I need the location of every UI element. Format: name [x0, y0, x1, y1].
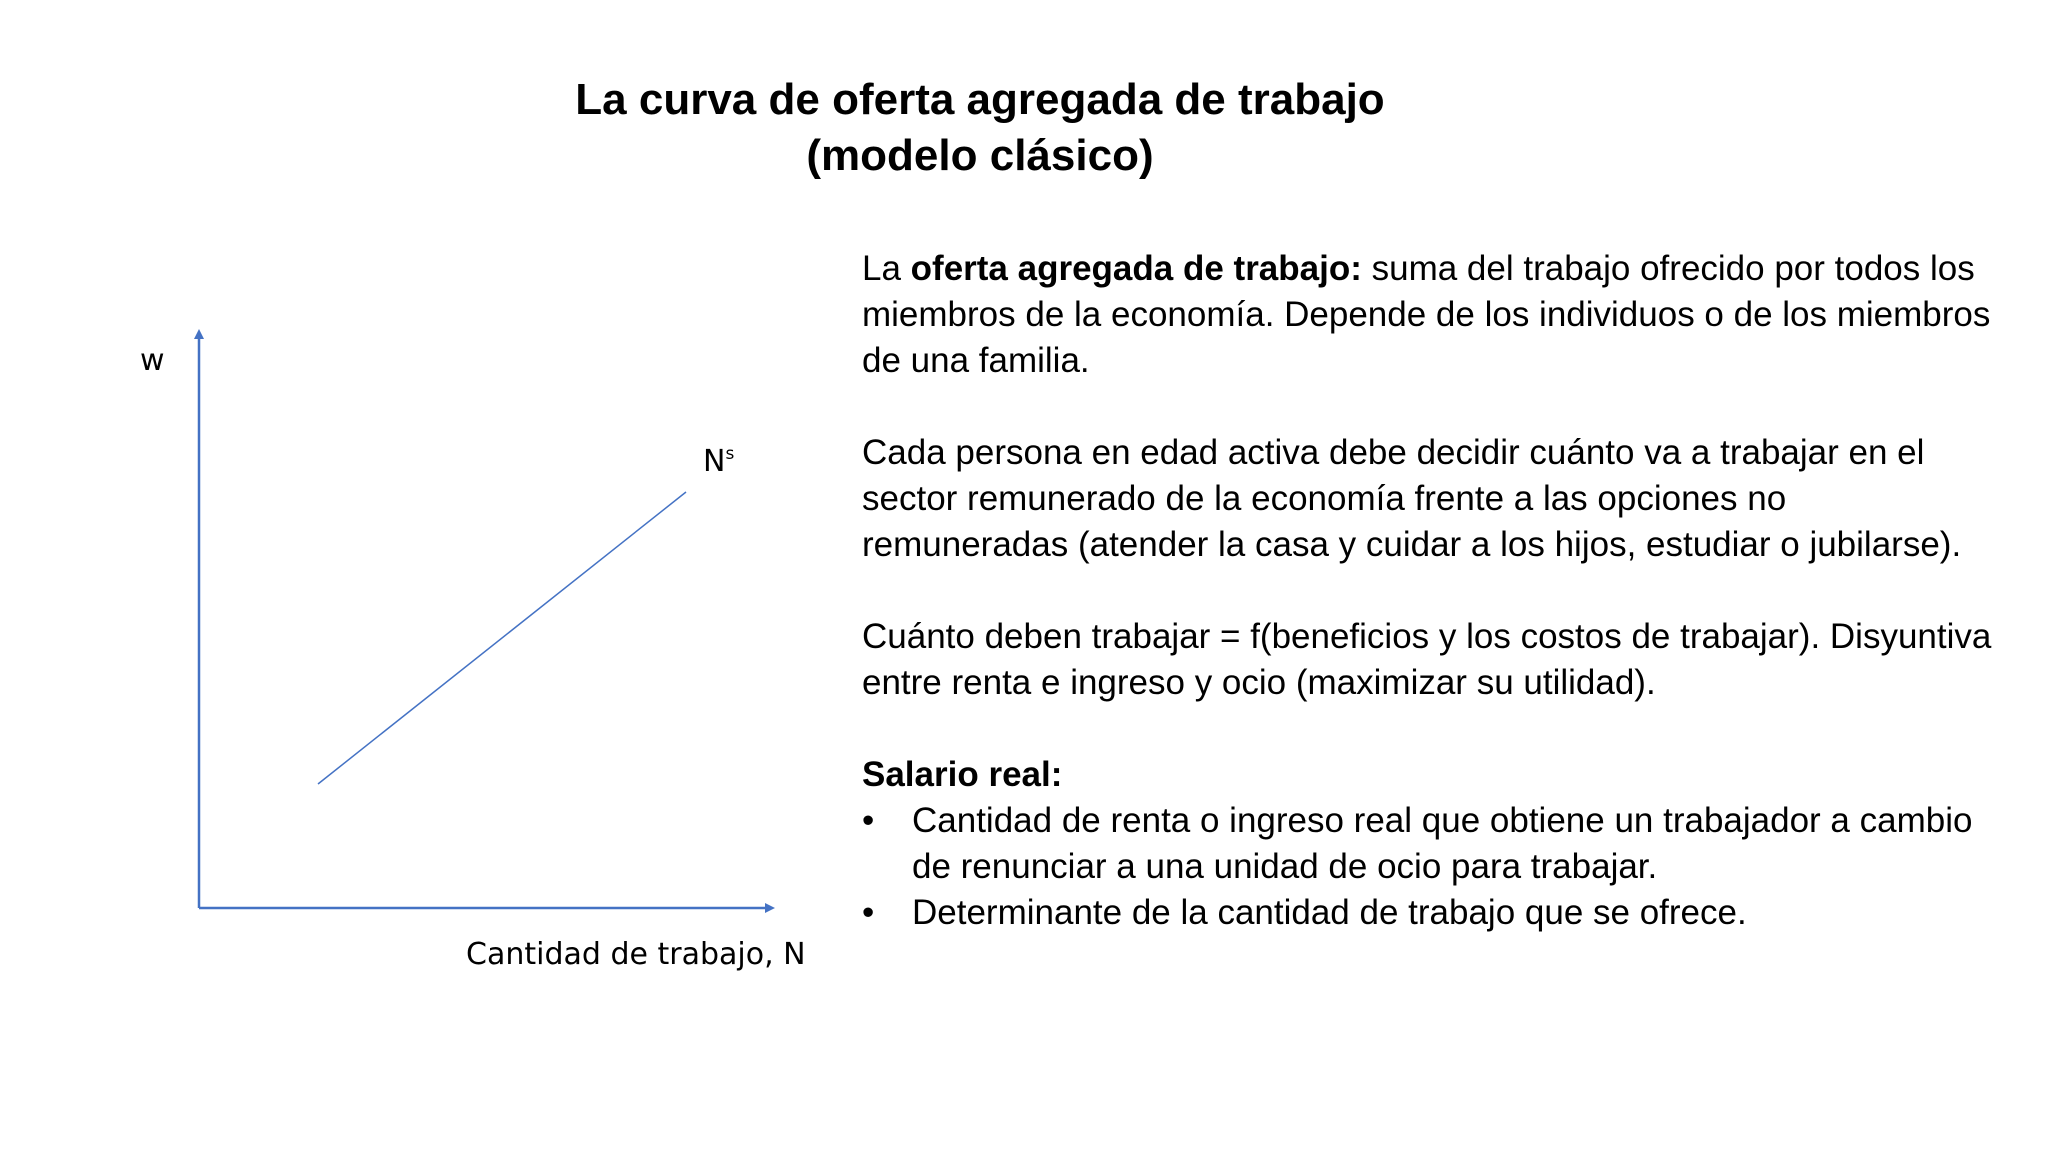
definition-body: suma del trabajo ofrecido por todos los miembros de la economía. Depende de los individuos o de los miembros de una familia. [862, 249, 1991, 380]
x-axis-label: Cantidad de trabajo, N [466, 937, 806, 972]
labor-supply-curve [318, 492, 686, 784]
curve-label-base: N [703, 444, 726, 479]
slide-title-line-2: (modelo clásico) [806, 131, 1154, 180]
decision-paragraph: Cada persona en edad activa debe decidir cuánto va a trabajar en el sector remunerado de la economía frente a las opciones no remuneradas (atender la casa y cuidar a los hijos, estudiar o jubilarse). [862, 433, 1962, 564]
curve-label-superscript: s [725, 444, 735, 464]
salario-real-bullets [862, 798, 1992, 936]
definition-prefix: La [862, 249, 911, 288]
y-axis-label: w [140, 343, 165, 378]
explanation-text [862, 246, 1992, 936]
definition-term: oferta agregada de trabajo: [910, 249, 1362, 288]
diagram-canvas [0, 0, 840, 1152]
definition-paragraph [862, 246, 1992, 384]
labor-supply-diagram [0, 0, 840, 1152]
bullet-text: Cantidad de renta o ingreso real que obtiene un trabajador a cambio de renunciar a una unidad de ocio para trabajar. [912, 801, 1973, 886]
tradeoff-paragraph: Cuánto deben trabajar = f(beneficios y los costos de trabajar). Disyuntiva entre renta e ingreso y ocio (maximizar su utilidad). [862, 617, 1992, 702]
bullet-item [862, 890, 1992, 936]
bullet-text: Determinante de la cantidad de trabajo que se ofrece. [912, 893, 1747, 932]
bullet-dot: • [862, 893, 875, 932]
salario-real-heading: Salario real: [862, 755, 1063, 794]
slide-title-line-1: La curva de oferta agregada de trabajo [575, 75, 1385, 124]
bullet-dot: • [862, 801, 875, 840]
curve-label-ns [703, 436, 734, 480]
bullet-item [862, 798, 1992, 890]
